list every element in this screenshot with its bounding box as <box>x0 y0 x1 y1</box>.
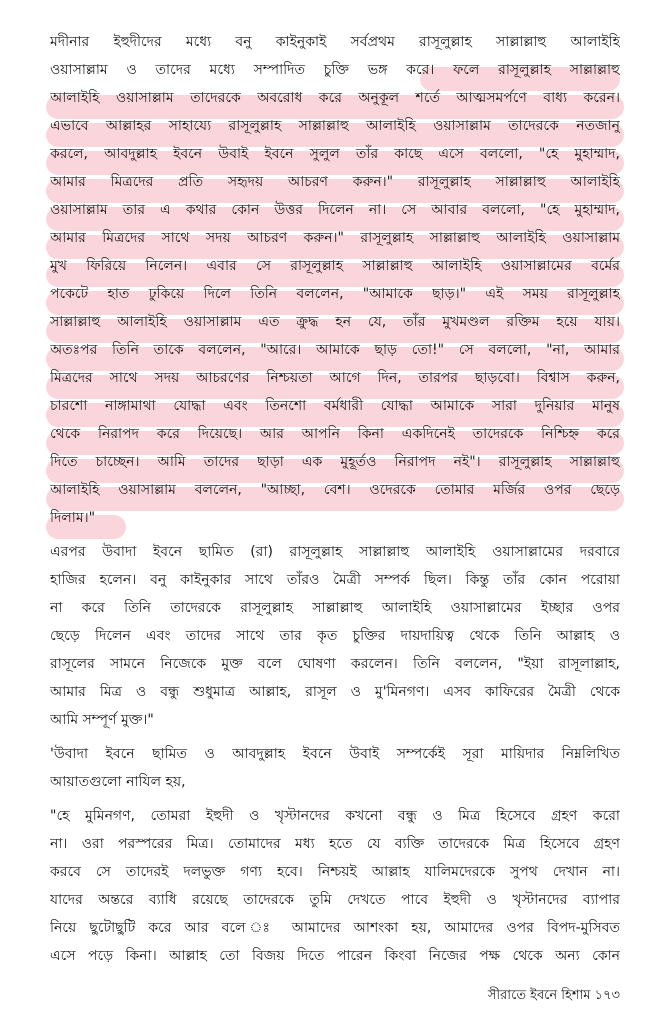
text-line: যাদের অন্তরে ব্যাধি রয়েছে তাদেরকে তুমি দেখতে পাবে ইহুদী ও খৃস্টানদের ব্যাপার <box>50 892 620 908</box>
text-line: অতঃপর তিনি তাকে বললেন, "আরে। আমাকে ছাড় তো!" সে বললো, "না, আমার <box>50 342 620 358</box>
text-line: রাসূলের সামনে নিজেকে মুক্ত বলে ঘোষণা করলেন। তিনি বললেন, "ইয়া রাসূলাল্লাহ, <box>50 656 620 672</box>
text-line: এভাবে আল্লাহর সাহায্যে রাসূলুল্লাহ সাল্লাল্লাহু আলাইহি ওয়াসাল্লাম তাদেরকে নতজানু <box>50 118 620 134</box>
text-line: মুখ ফিরিয়ে নিলেন। এবার সে রাসূলুল্লাহ সাল্লাল্লাহু আলাইহি ওয়াসাল্লামের বর্মের <box>50 258 620 274</box>
text-line: এরপর উবাদা ইবনে ছামিত (রা) রাসূলুল্লাহ সাল্লাল্লাহু আলাইহি ওয়াসাল্লামের দরবারে <box>50 544 620 560</box>
text-line: 'উবাদা ইবনে ছামিত ও আবদুল্লাহ ইবনে উবাই সম্পর্কেই সূরা মায়িদার নিম্নলিখিত <box>50 746 620 762</box>
text-line: মদীনার ইহুদীদের মধ্যে বনু কাইনুকাই সর্বপ্রথম রাসূলুল্লাহ সাল্লাল্লাহু আলাইহি <box>50 34 620 50</box>
text-line: ওয়াসাল্লাম তার এ কথার কোন উত্তর দিলেন না। সে আবার বললো, "হে মুহাম্মাদ, <box>50 202 620 218</box>
text-line: দিতে চাচ্ছেন। আমি তাদের ছাড়া এক মুহূর্তও নিরাপদ নই"। রাসূলুল্লাহ সাল্লাল্লাহু <box>50 454 620 470</box>
text-line: চারশো নাঙ্গামাথা যোদ্ধা এবং তিনশো বর্মধারী যোদ্ধা আমাকে সারা দুনিয়ার মানুষ <box>50 398 620 414</box>
text-line: সাল্লাল্লাহু আলাইহি ওয়াসাল্লাম এত ক্রুদ্ধ হন যে, তাঁর মুখমণ্ডল রক্তিম হয়ে যায়। <box>50 314 620 330</box>
text-line: হাজির হলেন। বনু কাইনুকার সাথে তাঁরও মৈত্রী সম্পর্ক ছিল। কিন্তু তাঁর কোন পরোয়া <box>50 572 620 588</box>
text-line: আয়াতগুলো নাযিল হয়, <box>50 774 186 790</box>
text-line: পকেটে হাত ঢুকিয়ে দিলে তিনি বললেন, "আমাকে ছাড়।" এই সময় রাসূলুল্লাহ <box>50 286 620 302</box>
text-line: থেকে নিরাপদ করে দিয়েছে। আর আপনি কিনা একদিনেই তাদেরকে নিশ্চিহ্ন করে <box>50 426 620 442</box>
text-line: ছেড়ে দিলেন এবং তাদের সাথে তার কৃত চুক্তির দায়দায়িত্ব থেকে তিনি আল্লাহ ও <box>50 628 620 644</box>
page-footer: সীরাতে ইবনে হিশাম ১৭৩ <box>487 988 620 1003</box>
text-line: দিলাম।" <box>50 510 96 526</box>
text-line: মিত্রদের সাথে সদয় আচরণের নিশ্চয়তা আগে দিন, তারপর ছাড়বো। বিশ্বাস করুন, <box>50 370 620 386</box>
text-line: করবে সে তাদেরই দলভুক্ত গণ্য হবে। নিশ্চয়ই আল্লাহ যালিমদেরকে সুপথ দেখান না। <box>50 864 620 880</box>
text-line: আমার মিত্রদের প্রতি সহৃদয় আচরণ করুন।" রাসূলুল্লাহ সাল্লাল্লাহু আলাইহি <box>50 174 620 190</box>
text-line: আমার মিত্রদের সাথে সদয় আচরণ করুন।" রাসূলুল্লাহ সাল্লাল্লাহু আলাইহি ওয়াসাল্লাম <box>50 230 620 246</box>
text-line: নিয়ে ছুটোছুটি করে আর বলে ঃ আমাদের আশংকা হয়, আমাদের ওপর বিপদ-মুসিবত <box>50 920 620 936</box>
text-line: "হে মুমিনগণ, তোমরা ইহুদী ও খৃস্টানদের কখনো বন্ধু ও মিত্র হিসেবে গ্রহণ করো <box>50 808 620 824</box>
text-line: এসে পড়ে কিনা। আল্লাহ তো বিজয় দিতে পারেন কিংবা নিজের পক্ষ থেকে অন্য কোন <box>50 948 620 964</box>
text-line: না করে তিনি তাদেরকে রাসূলুল্লাহ সাল্লাল্লাহু আলাইহি ওয়াসাল্লামের ইচ্ছার ওপর <box>50 600 620 616</box>
text-line: ওয়াসাল্লাম ও তাদের মধ্যে সম্পাদিত চুক্তি ভঙ্গ করে। ফলে রাসূলুল্লাহ সাল্লাল্লাহু <box>50 62 620 78</box>
text-line: আলাইহি ওয়াসাল্লাম তাদেরকে অবরোধ করে অনুকূল শর্তে আত্মসমর্পণে বাধ্য করেন। <box>50 90 620 106</box>
text-line: না। ওরা পরস্পরের মিত্র। তোমাদের মধ্য হতে যে ব্যক্তি তাদেরকে মিত্র হিসেবে গ্রহণ <box>50 836 620 852</box>
text-line: আমি সম্পূর্ণ মুক্ত।" <box>50 712 154 728</box>
text-line: আলাইহি ওয়াসাল্লাম বললেন, "আচ্ছা, বেশ। ওদেরকে তোমার মর্জির ওপর ছেড়ে <box>50 482 620 498</box>
text-line: আমার মিত্র ও বন্ধু শুধুমাত্র আল্লাহ, রাসূল ও মু'মিনগণ। এসব কাফিরের মৈত্রী থেকে <box>50 684 620 700</box>
text-line: করলে, আবদুল্লাহ ইবনে উবাই ইবনে সুলুল তাঁর কাছে এসে বললো, "হে মুহাম্মাদ, <box>50 146 620 162</box>
